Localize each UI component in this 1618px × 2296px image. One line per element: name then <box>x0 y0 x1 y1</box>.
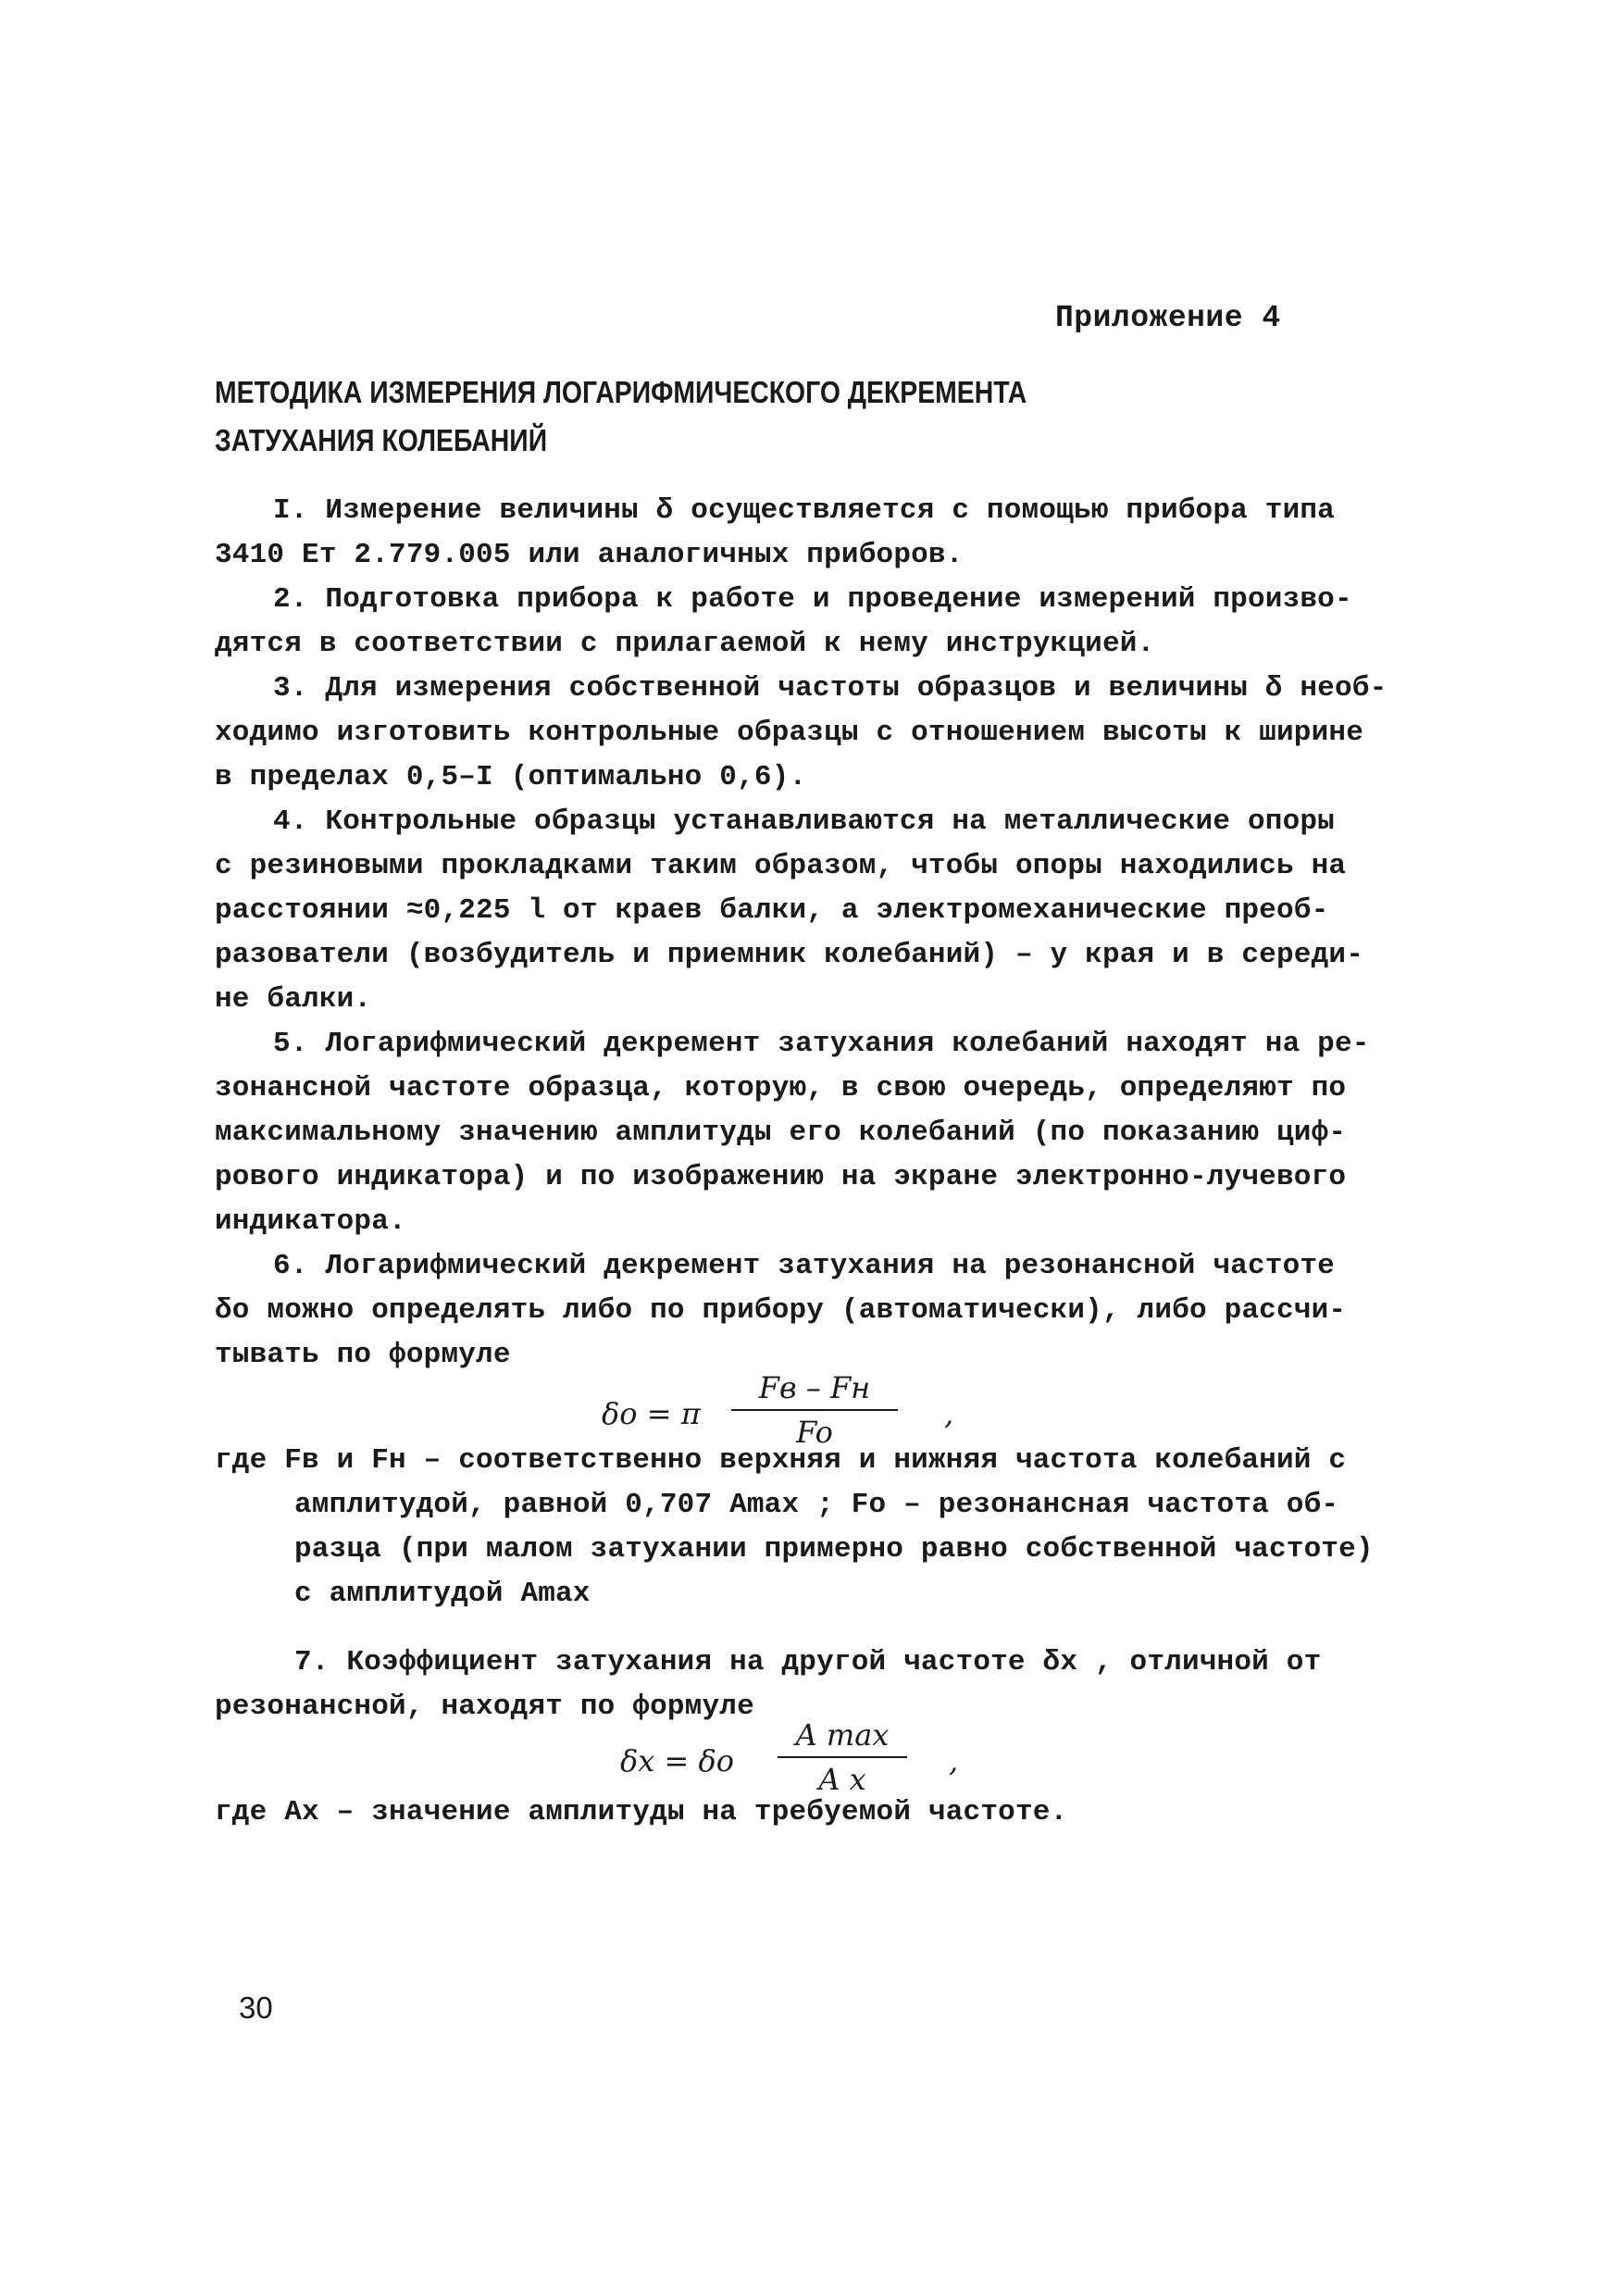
formula2-comma: , <box>949 1743 959 1778</box>
p3-line-2: ходимо изготовить контрольные образцы с отношением высоты к ширине <box>215 717 1363 749</box>
formula1-denominator: Fo <box>796 1415 833 1450</box>
where2-line-1: где Ax – значение амплитуды на требуемой частоте. <box>215 1796 1068 1828</box>
p5-line-4: рового индикатора) и по изображению на экране электронно-лучевого <box>215 1161 1347 1193</box>
where1-line-1: где Fв и Fн – соответственно верхняя и нижняя частота колебаний с <box>215 1444 1347 1477</box>
p4-line-4: разователи (возбудитель и приемник колебаний) – у края и в середи- <box>215 939 1363 971</box>
p5-line-3: максимальному значению амплитуды его колебаний (по показанию циф- <box>215 1117 1347 1149</box>
where1-line-3: разца (при малом затухании примерно равно собственной частоте) <box>294 1533 1374 1566</box>
p5-line-5: индикатора. <box>215 1205 406 1238</box>
p4-line-3: расстоянии ≈0,225 l от краев балки, а электромеханические преоб- <box>215 894 1329 927</box>
page-number: 30 <box>239 1990 273 2025</box>
p5-line-1: 5. Логарифмический декремент затухания колебаний находят на ре- <box>273 1028 1370 1060</box>
p6-line-3: тывать по формуле <box>215 1339 511 1371</box>
where1-line-2: амплитудой, равной 0,707 Amax ; Fo – резонансная частота об- <box>294 1489 1339 1521</box>
p4-line-5: не балки. <box>215 983 372 1016</box>
p1-line-1: I. Измерение величины δ осуществляется с помощью прибора типа <box>273 494 1335 527</box>
p1-line-2: 3410 Ет 2.779.005 или аналогичных приборов. <box>215 539 964 571</box>
p4-line-2: с резиновыми прокладками таким образом, чтобы опоры находились на <box>215 850 1347 882</box>
title-line-2: ЗАТУХАНИЯ КОЛЕБАНИЙ <box>215 423 548 457</box>
formula2-fraction <box>778 1717 907 1797</box>
formula1-comma: , <box>944 1396 954 1431</box>
p6-line-1: 6. Логарифмический декремент затухания на резонансной частоте <box>273 1250 1335 1282</box>
formula2-lhs: δx = δo <box>620 1743 734 1778</box>
where1-line-4: с амплитудой Amax <box>294 1578 591 1610</box>
formula1-lhs: δo = π <box>602 1396 701 1431</box>
p3-line-1: 3. Для измерения собственной частоты образцов и величины δ необ- <box>273 672 1388 705</box>
p6-line-2: δo можно определять либо по прибору (автоматически), либо рассчи- <box>215 1294 1347 1327</box>
title-line-1: МЕТОДИКА ИЗМЕРЕНИЯ ЛОГАРИФМИЧЕСКОГО ДЕКРЕМЕНТА <box>215 375 1027 409</box>
p2-line-1: 2. Подготовка прибора к работе и проведение измерений произво- <box>273 583 1352 616</box>
formula2-denominator: A x <box>818 1762 866 1797</box>
p7-line-2: резонансной, находят по формуле <box>215 1691 754 1723</box>
section-title <box>215 368 1170 465</box>
p5-line-2: зонансной частоте образца, которую, в свою очередь, определяют по <box>215 1072 1347 1104</box>
p2-line-2: дятся в соответствии с прилагаемой к нему инструкцией. <box>215 628 1155 660</box>
formula1-numerator: Fв – Fн <box>731 1370 898 1411</box>
formula2-numerator: A max <box>778 1717 907 1758</box>
formula1-fraction <box>731 1370 898 1450</box>
p3-line-3: в пределах 0,5–I (оптимально 0,6). <box>215 761 807 793</box>
p4-line-1: 4. Контрольные образцы устанавливаются на металлические опоры <box>273 805 1335 838</box>
p7-line-1: 7. Коэффициент затухания на другой частоте δx , отличной от <box>294 1646 1322 1678</box>
appendix-label: Приложение 4 <box>1055 301 1281 335</box>
